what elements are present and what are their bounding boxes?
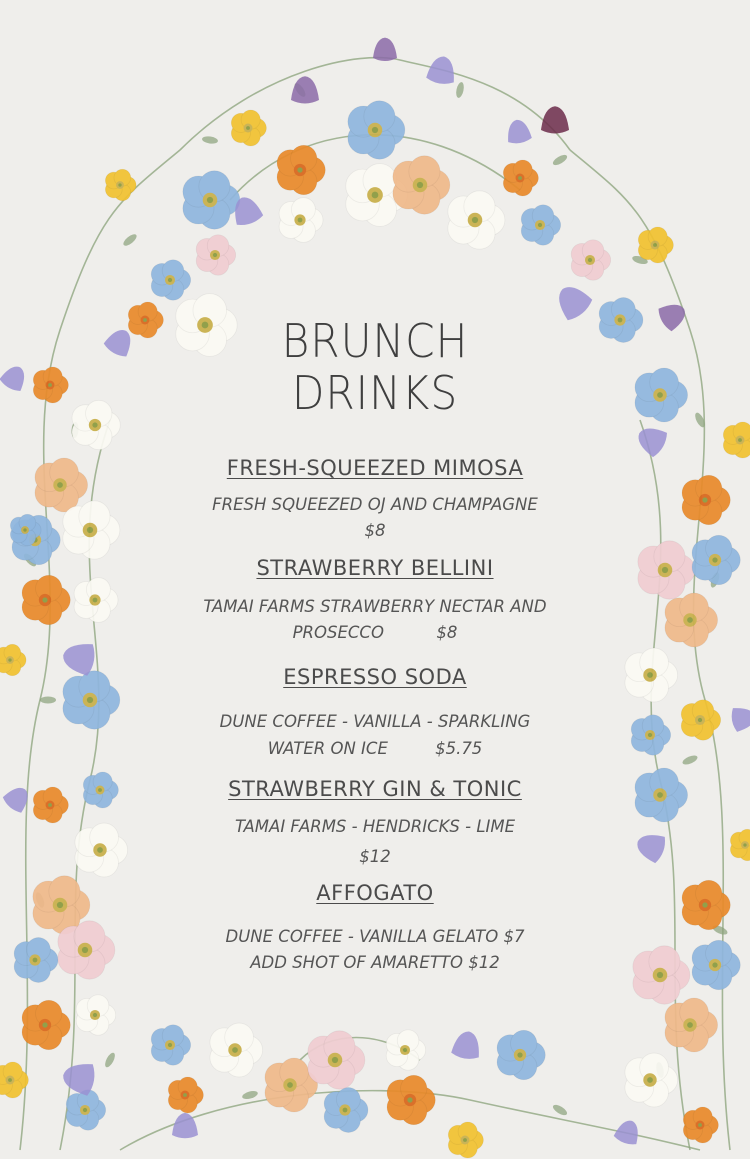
drink-description-espresso-soda: DUNE COFFEE - VANILLA - SPARKLING <box>219 712 531 731</box>
drink-name-bellini: STRAWBERRY BELLINI <box>256 556 494 580</box>
drink-price-mimosa: $8 <box>364 521 386 540</box>
menu-title-line-1: BRUNCH <box>281 314 469 368</box>
drink-price-gin-tonic: $12 <box>359 847 391 866</box>
drink-name-affogato: AFFOGATO <box>316 881 434 905</box>
drink-description-bellini: TAMAI FARMS STRAWBERRY NECTAR AND <box>203 597 547 616</box>
drink-name-gin-tonic: STRAWBERRY GIN & TONIC <box>228 777 522 801</box>
drink-description-gin-tonic: TAMAI FARMS - HENDRICKS - LIME <box>234 817 516 836</box>
drink-price-bellini: PROSECCO $8 <box>292 623 458 642</box>
drink-name-espresso-soda: ESPRESSO SODA <box>283 665 467 689</box>
drink-name-mimosa: FRESH-SQUEEZED MIMOSA <box>226 456 524 480</box>
drink-description-mimosa: FRESH SQUEEZED OJ AND CHAMPAGNE <box>212 495 538 514</box>
drink-price-affogato: ADD SHOT OF AMARETTO $12 <box>250 953 500 972</box>
drink-price-espresso-soda: WATER ON ICE $5.75 <box>267 739 483 758</box>
menu-title-line-2: DRINKS <box>291 366 459 420</box>
drink-description-affogato: DUNE COFFEE - VANILLA GELATO $7 <box>225 927 525 946</box>
